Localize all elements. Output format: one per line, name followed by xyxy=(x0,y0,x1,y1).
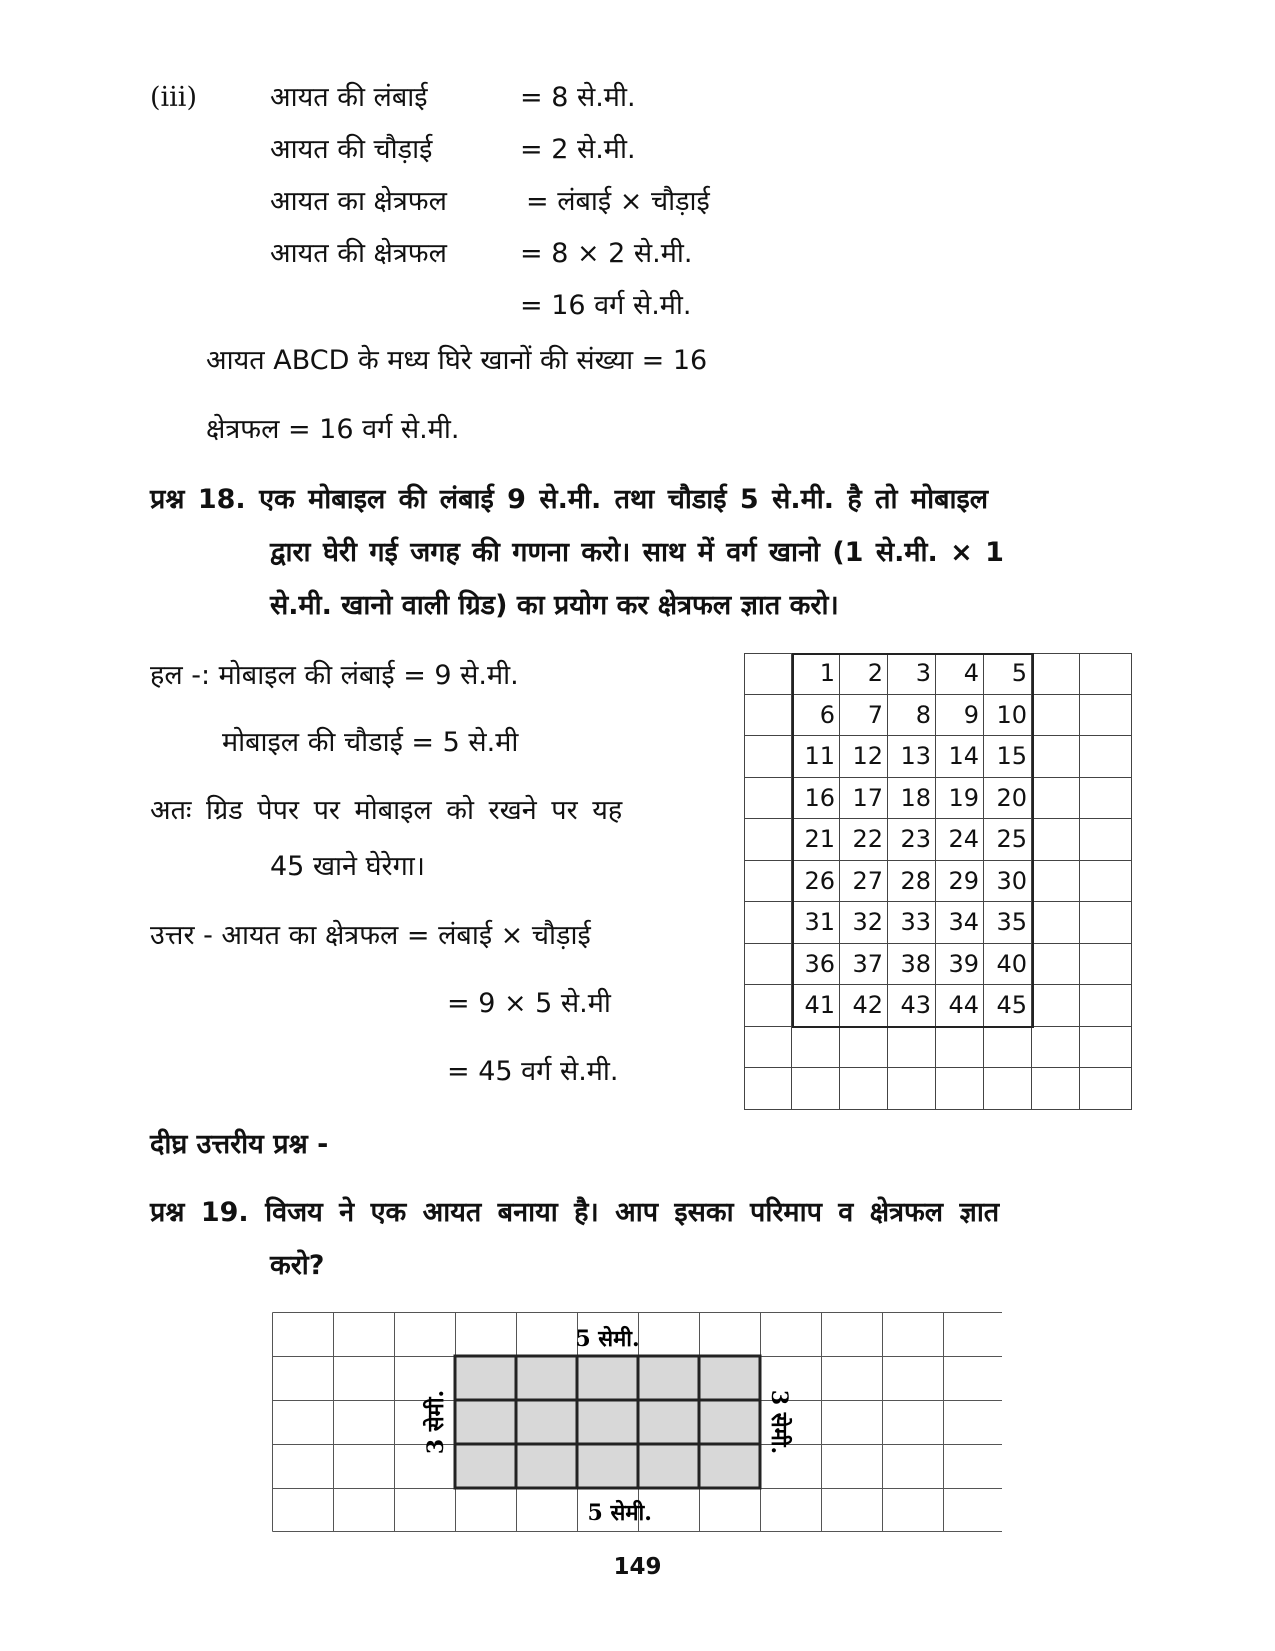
right-side-label: 3 सेमी. xyxy=(766,1389,792,1455)
grid-number-cell: 45 xyxy=(984,985,1032,1027)
grid-number-cell: 14 xyxy=(936,736,984,778)
grid-empty-cell xyxy=(744,653,792,695)
q19-line-2: करो? xyxy=(270,1250,325,1281)
solution-width: मोबाइल की चौडाई = 5 से.मी xyxy=(222,727,519,758)
grid-number-cell: 11 xyxy=(792,736,840,778)
grid-empty-cell xyxy=(1032,1068,1080,1110)
area-line: क्षेत्रफल = 16 वर्ग से.मी. xyxy=(206,414,460,445)
grid-number-cell: 17 xyxy=(840,778,888,820)
grid-empty-cell xyxy=(1032,736,1080,778)
grid-number-cell: 4 xyxy=(936,653,984,695)
grid-empty-cell xyxy=(1032,653,1080,695)
grid-empty-cell xyxy=(1080,1068,1132,1110)
grid-empty-cell xyxy=(792,1068,840,1110)
q18-line-2: द्वारा घेरी गई जगह की गणना करो। साथ में वर्ग खानो (1 से.मी. × 1 xyxy=(270,537,1004,568)
width-label: आयत की चौड़ाई xyxy=(270,134,433,165)
area-formula-value: = लंबाई × चौड़ाई xyxy=(526,186,710,217)
grid-empty-cell xyxy=(1080,695,1132,737)
grid-number-cell: 18 xyxy=(888,778,936,820)
grid-number-cell: 15 xyxy=(984,736,1032,778)
grid-empty-cell xyxy=(1080,985,1132,1027)
grid-number-cell: 33 xyxy=(888,902,936,944)
grid-number-cell: 32 xyxy=(840,902,888,944)
grid-empty-cell xyxy=(1032,778,1080,820)
left-side-label: 3 सेमी. xyxy=(423,1389,449,1455)
length-value: = 8 से.मी. xyxy=(520,82,636,113)
grid-empty-cell xyxy=(840,1027,888,1069)
solution-step-2: = 45 वर्ग से.मी. xyxy=(447,1056,619,1087)
bottom-side-label: 5 सेमी. xyxy=(587,1500,652,1526)
grid-empty-cell xyxy=(1032,695,1080,737)
grid-number-cell: 16 xyxy=(792,778,840,820)
grid-number-cell: 26 xyxy=(792,861,840,903)
grid-number-cell: 24 xyxy=(936,819,984,861)
grid-number-cell: 25 xyxy=(984,819,1032,861)
grid-number-cell: 12 xyxy=(840,736,888,778)
grid-number-cell: 41 xyxy=(792,985,840,1027)
grid-number-cell: 13 xyxy=(888,736,936,778)
grid-empty-cell xyxy=(984,1027,1032,1069)
grid-number-cell: 40 xyxy=(984,944,1032,986)
grid-number-cell: 28 xyxy=(888,861,936,903)
grid-empty-cell xyxy=(1080,653,1132,695)
q18-line-3: से.मी. खानो वाली ग्रिड) का प्रयोग कर क्षेत्रफल ज्ञात करो। xyxy=(270,590,839,621)
numbered-grid xyxy=(744,653,1132,1110)
solution-conclusion-2: 45 खाने घेरेगा। xyxy=(270,851,426,882)
grid-number-cell: 37 xyxy=(840,944,888,986)
grid-number-cell: 27 xyxy=(840,861,888,903)
grid-number-cell: 30 xyxy=(984,861,1032,903)
square-count-line: आयत ABCD के मध्य घिरे खानों की संख्या = 16 xyxy=(206,345,708,376)
grid-number-cell: 8 xyxy=(888,695,936,737)
grid-empty-cell xyxy=(1080,819,1132,861)
area-result: = 16 वर्ग से.मी. xyxy=(520,290,692,321)
grid-empty-cell xyxy=(744,902,792,944)
grid-empty-cell xyxy=(936,1068,984,1110)
grid-empty-cell xyxy=(840,1068,888,1110)
grid-number-cell: 21 xyxy=(792,819,840,861)
grid-number-cell: 5 xyxy=(984,653,1032,695)
grid-number-cell: 31 xyxy=(792,902,840,944)
grid-empty-cell xyxy=(744,861,792,903)
grid-empty-cell xyxy=(744,985,792,1027)
grid-empty-cell xyxy=(1032,944,1080,986)
grid-empty-cell xyxy=(744,1027,792,1069)
page-number: 149 xyxy=(613,1554,662,1580)
grid-empty-cell xyxy=(744,1068,792,1110)
width-value: = 2 से.मी. xyxy=(520,134,636,165)
grid-empty-cell xyxy=(744,819,792,861)
part-label: (iii) xyxy=(150,82,197,113)
top-side-label: 5 सेमी. xyxy=(575,1326,640,1352)
grid-empty-cell xyxy=(1032,1027,1080,1069)
grid-empty-cell xyxy=(1032,819,1080,861)
solution-conclusion-1: अतः ग्रिड पेपर पर मोबाइल को रखने पर यह xyxy=(150,795,623,826)
grid-number-cell: 23 xyxy=(888,819,936,861)
grid-number-cell: 9 xyxy=(936,695,984,737)
rectangle-grid xyxy=(272,1312,1002,1532)
grid-number-cell: 6 xyxy=(792,695,840,737)
grid-empty-cell xyxy=(1080,778,1132,820)
grid-number-cell: 35 xyxy=(984,902,1032,944)
grid-number-cell: 22 xyxy=(840,819,888,861)
grid-number-cell: 19 xyxy=(936,778,984,820)
grid-empty-cell xyxy=(936,1027,984,1069)
grid-empty-cell xyxy=(1032,985,1080,1027)
grid-number-cell: 7 xyxy=(840,695,888,737)
grid-number-cell: 20 xyxy=(984,778,1032,820)
grid-empty-cell xyxy=(744,736,792,778)
grid-number-cell: 39 xyxy=(936,944,984,986)
grid-number-cell: 36 xyxy=(792,944,840,986)
grid-number-cell: 1 xyxy=(792,653,840,695)
grid-empty-cell xyxy=(1080,736,1132,778)
long-answer-heading: दीघ्र उत्तरीय प्रश्न - xyxy=(150,1129,329,1160)
grid-empty-cell xyxy=(1080,944,1132,986)
grid-empty-cell xyxy=(888,1027,936,1069)
grid-number-cell: 34 xyxy=(936,902,984,944)
grid-empty-cell xyxy=(744,695,792,737)
grid-number-cell: 2 xyxy=(840,653,888,695)
rectangle-shape xyxy=(455,1356,760,1488)
q18-line-1: प्रश्न 18. एक मोबाइल की लंबाई 9 से.मी. तथा चौडाई 5 से.मी. है तो मोबाइल xyxy=(150,484,989,515)
grid-number-cell: 38 xyxy=(888,944,936,986)
area-calc-value: = 8 × 2 से.मी. xyxy=(520,238,693,269)
solution-length: हल -: मोबाइल की लंबाई = 9 से.मी. xyxy=(150,660,519,691)
grid-empty-cell xyxy=(1080,1027,1132,1069)
area-calc-label: आयत की क्षेत्रफल xyxy=(270,238,447,269)
grid-number-cell: 3 xyxy=(888,653,936,695)
grid-number-cell: 10 xyxy=(984,695,1032,737)
solution-step-1: = 9 × 5 से.मी xyxy=(447,988,611,1019)
grid-empty-cell xyxy=(1032,902,1080,944)
grid-empty-cell xyxy=(1032,861,1080,903)
grid-number-cell: 29 xyxy=(936,861,984,903)
grid-empty-cell xyxy=(792,1027,840,1069)
grid-number-cell: 42 xyxy=(840,985,888,1027)
grid-number-cell: 44 xyxy=(936,985,984,1027)
solution-answer: उत्तर - आयत का क्षेत्रफल = लंबाई × चौड़ाई xyxy=(150,920,591,951)
grid-empty-cell xyxy=(744,778,792,820)
grid-empty-cell xyxy=(744,944,792,986)
length-label: आयत की लंबाई xyxy=(270,82,428,113)
area-formula-label: आयत का क्षेत्रफल xyxy=(270,186,447,217)
grid-empty-cell xyxy=(1080,861,1132,903)
grid-empty-cell xyxy=(1080,902,1132,944)
grid-empty-cell xyxy=(888,1068,936,1110)
q19-line-1: प्रश्न 19. विजय ने एक आयत बनाया है। आप इसका परिमाप व क्षेत्रफल ज्ञात xyxy=(150,1197,1000,1228)
grid-empty-cell xyxy=(984,1068,1032,1110)
grid-number-cell: 43 xyxy=(888,985,936,1027)
